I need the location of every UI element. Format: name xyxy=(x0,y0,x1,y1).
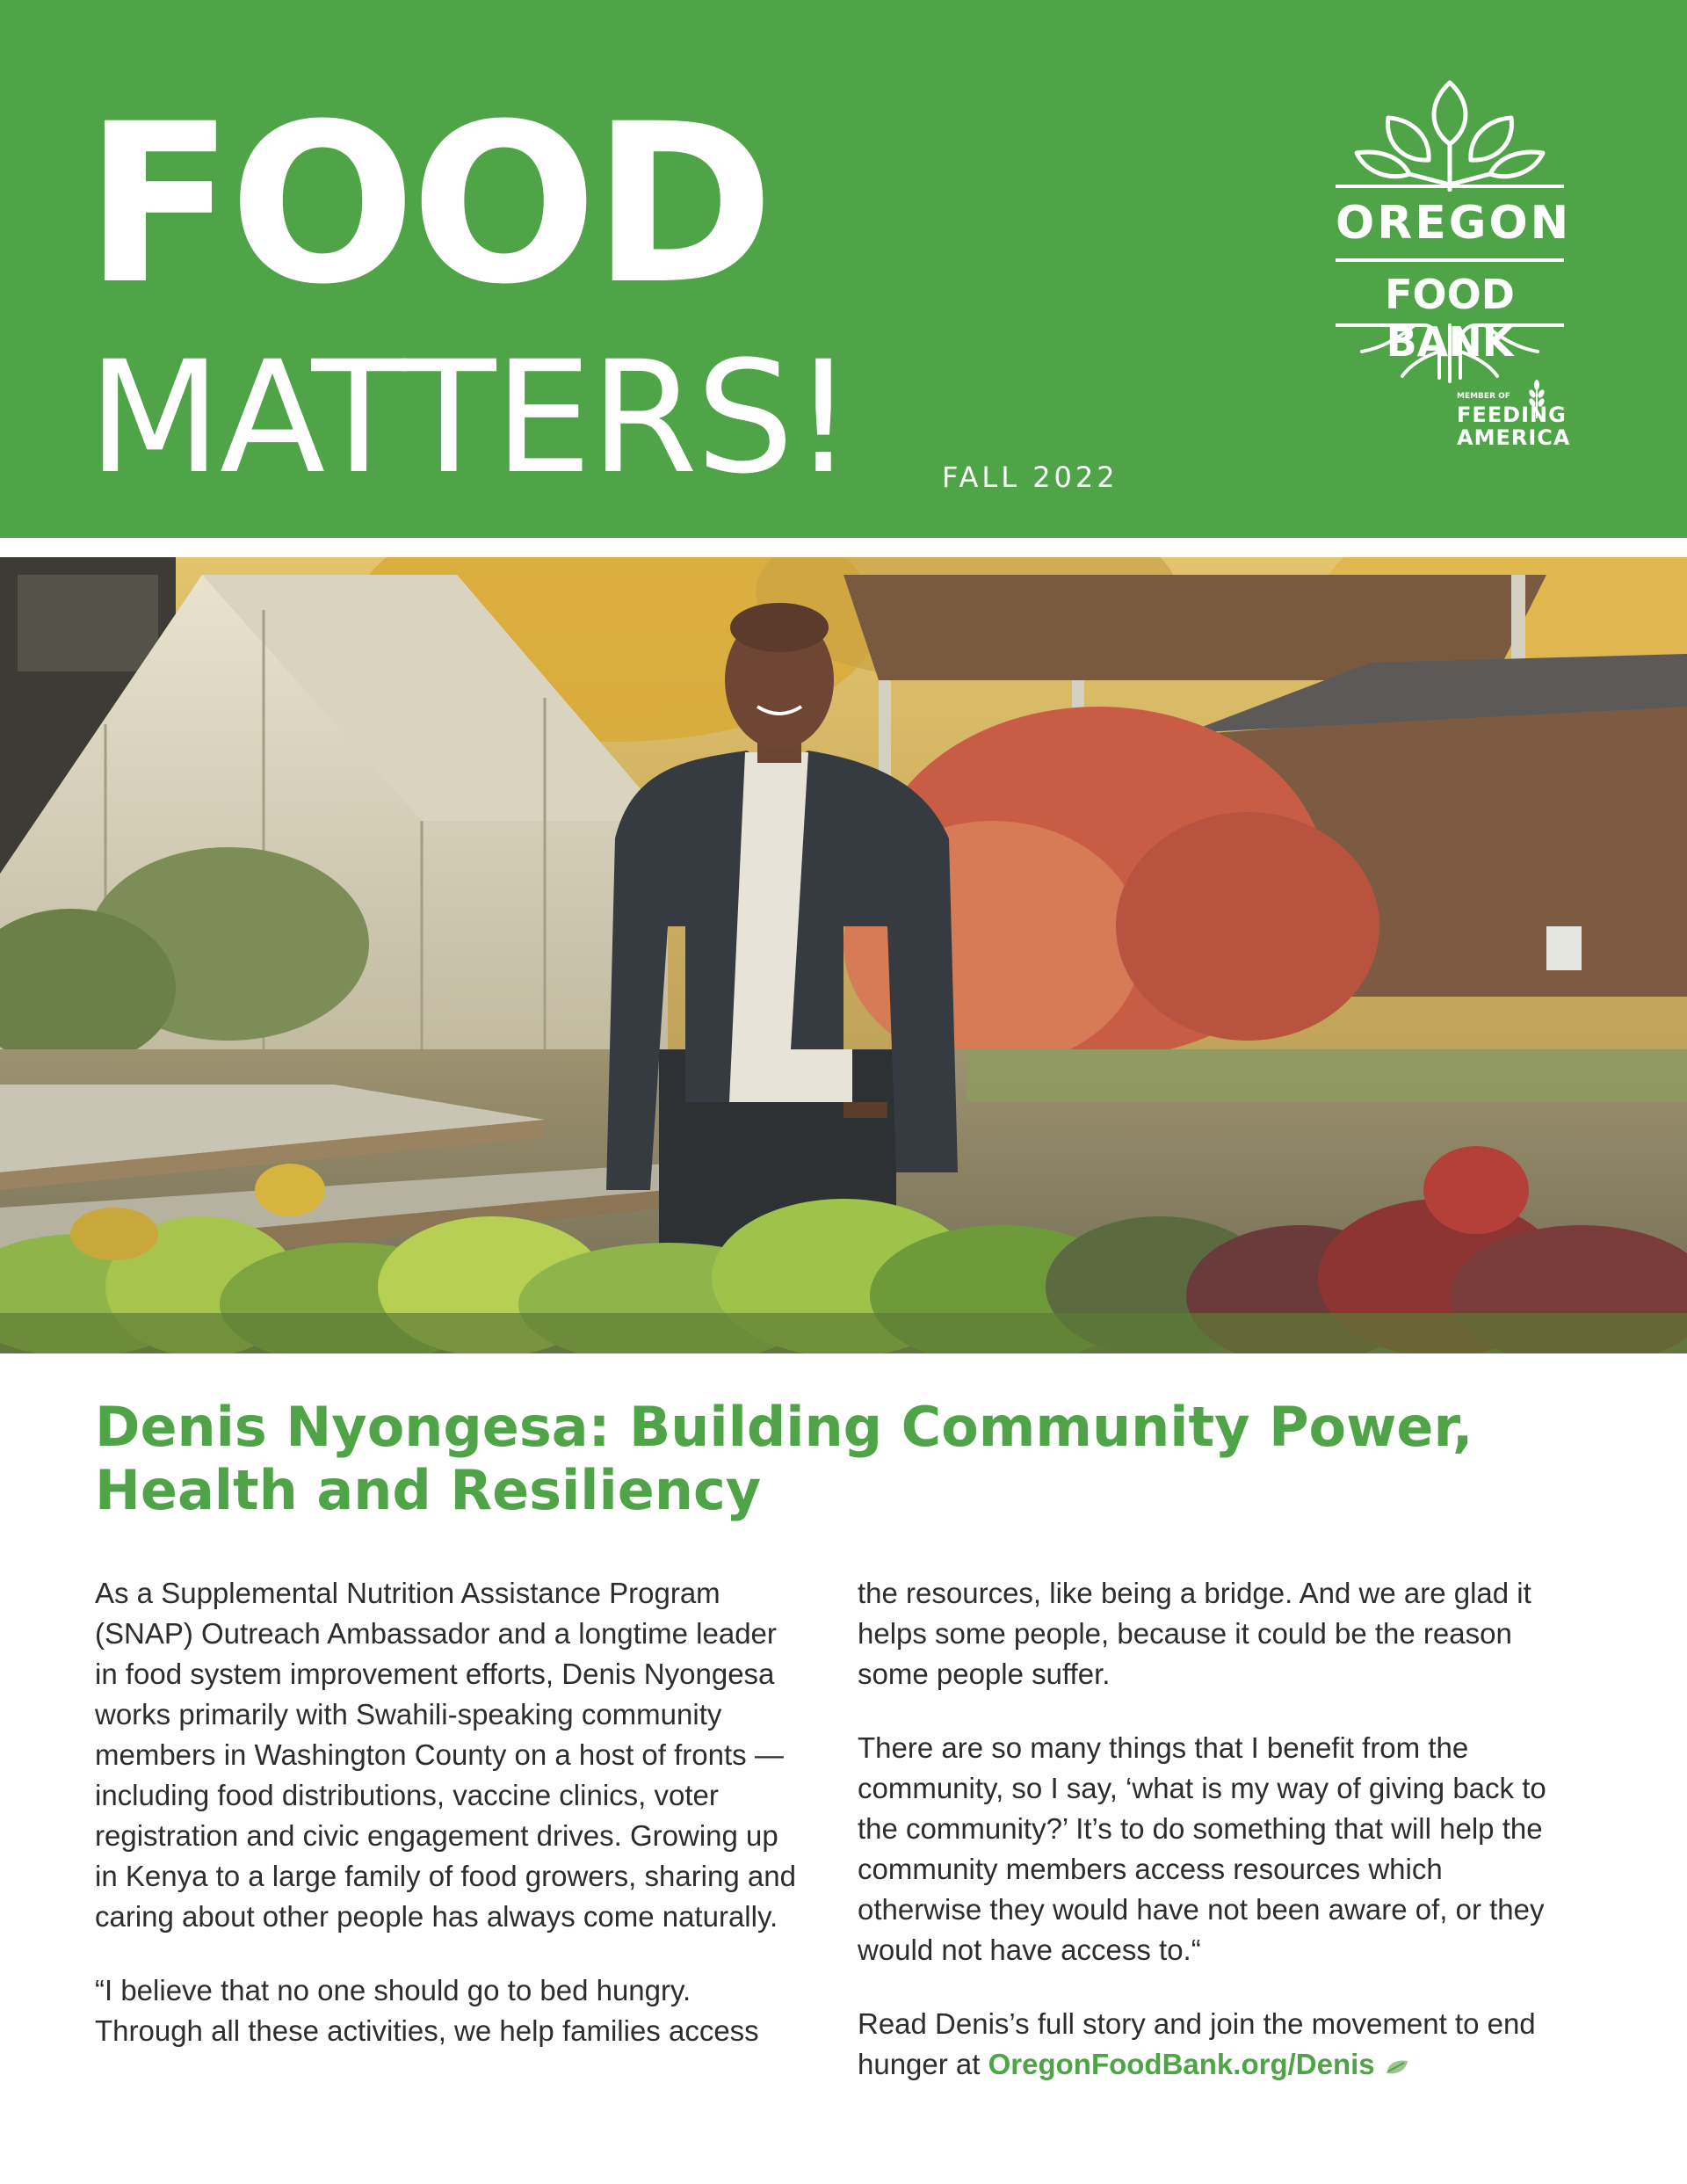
call-to-action xyxy=(858,2004,1560,2085)
logo-oregon: OREGON xyxy=(1336,197,1572,250)
cta-text: Read Denis’s full story and join the movement to end hunger at xyxy=(858,2007,1536,2080)
leaf-arrow-icon xyxy=(1383,2056,1413,2077)
title-food: FOOD xyxy=(84,76,770,332)
masthead xyxy=(0,0,1687,534)
logo-rule-mid xyxy=(1336,258,1564,262)
story-link[interactable]: OregonFoodBank.org/Denis xyxy=(988,2048,1375,2080)
title-matters: MATTERS! xyxy=(88,328,853,508)
masthead-divider xyxy=(0,534,1687,557)
feeding-label: FEEDING xyxy=(1457,403,1567,427)
america-label: AMERICA xyxy=(1457,425,1571,450)
article-quote-end: There are so many things that I benefit from the community, so I say, ‘what is my way of giving back to the community?’ It’s to do something that will help the community members access resources which otherwise they would have not been aware of, or they would not have access to.“ xyxy=(858,1731,1546,1966)
article-paragraph: As a Supplemental Nutrition Assistance Program (SNAP) Outreach Ambassador and a longtime leader in food system improvement efforts, Denis Nyongesa works primarily with Swahili-speaking community members in Washington County on a host of fronts — including food distributions, vaccine clinics, voter registration and civic engagement drives. Growing up in Kenya to a large family of food growers, sharing and caring about other people has always come naturally. xyxy=(95,1577,796,1933)
article-headline xyxy=(95,1396,1606,1522)
roots-icon xyxy=(1336,322,1564,383)
logo-food-bank: FOOD BANK xyxy=(1385,271,1515,366)
article-column-left xyxy=(95,1573,798,2085)
issue-season: FALL 2022 xyxy=(942,461,1119,494)
article-column-right xyxy=(858,1573,1560,2118)
headline-subject: Building Community Power, Health and Resiliency xyxy=(95,1395,1473,1522)
oregon-food-bank-logo[interactable] xyxy=(1336,77,1599,455)
article-quote-start: “I believe that no one should go to bed hungry. Through all these activities, we help families access xyxy=(95,1974,759,2047)
member-of-label: MEMBER OF xyxy=(1457,392,1510,401)
sprout-icon xyxy=(1336,77,1599,192)
headline-name: Denis Nyongesa: xyxy=(95,1395,611,1459)
logo-rule-top xyxy=(1336,185,1564,188)
hero-photo xyxy=(0,557,1687,1353)
article-quote-continued: the resources, like being a bridge. And we are glad it helps some people, because it could be the reason some people suffer. xyxy=(858,1577,1531,1690)
